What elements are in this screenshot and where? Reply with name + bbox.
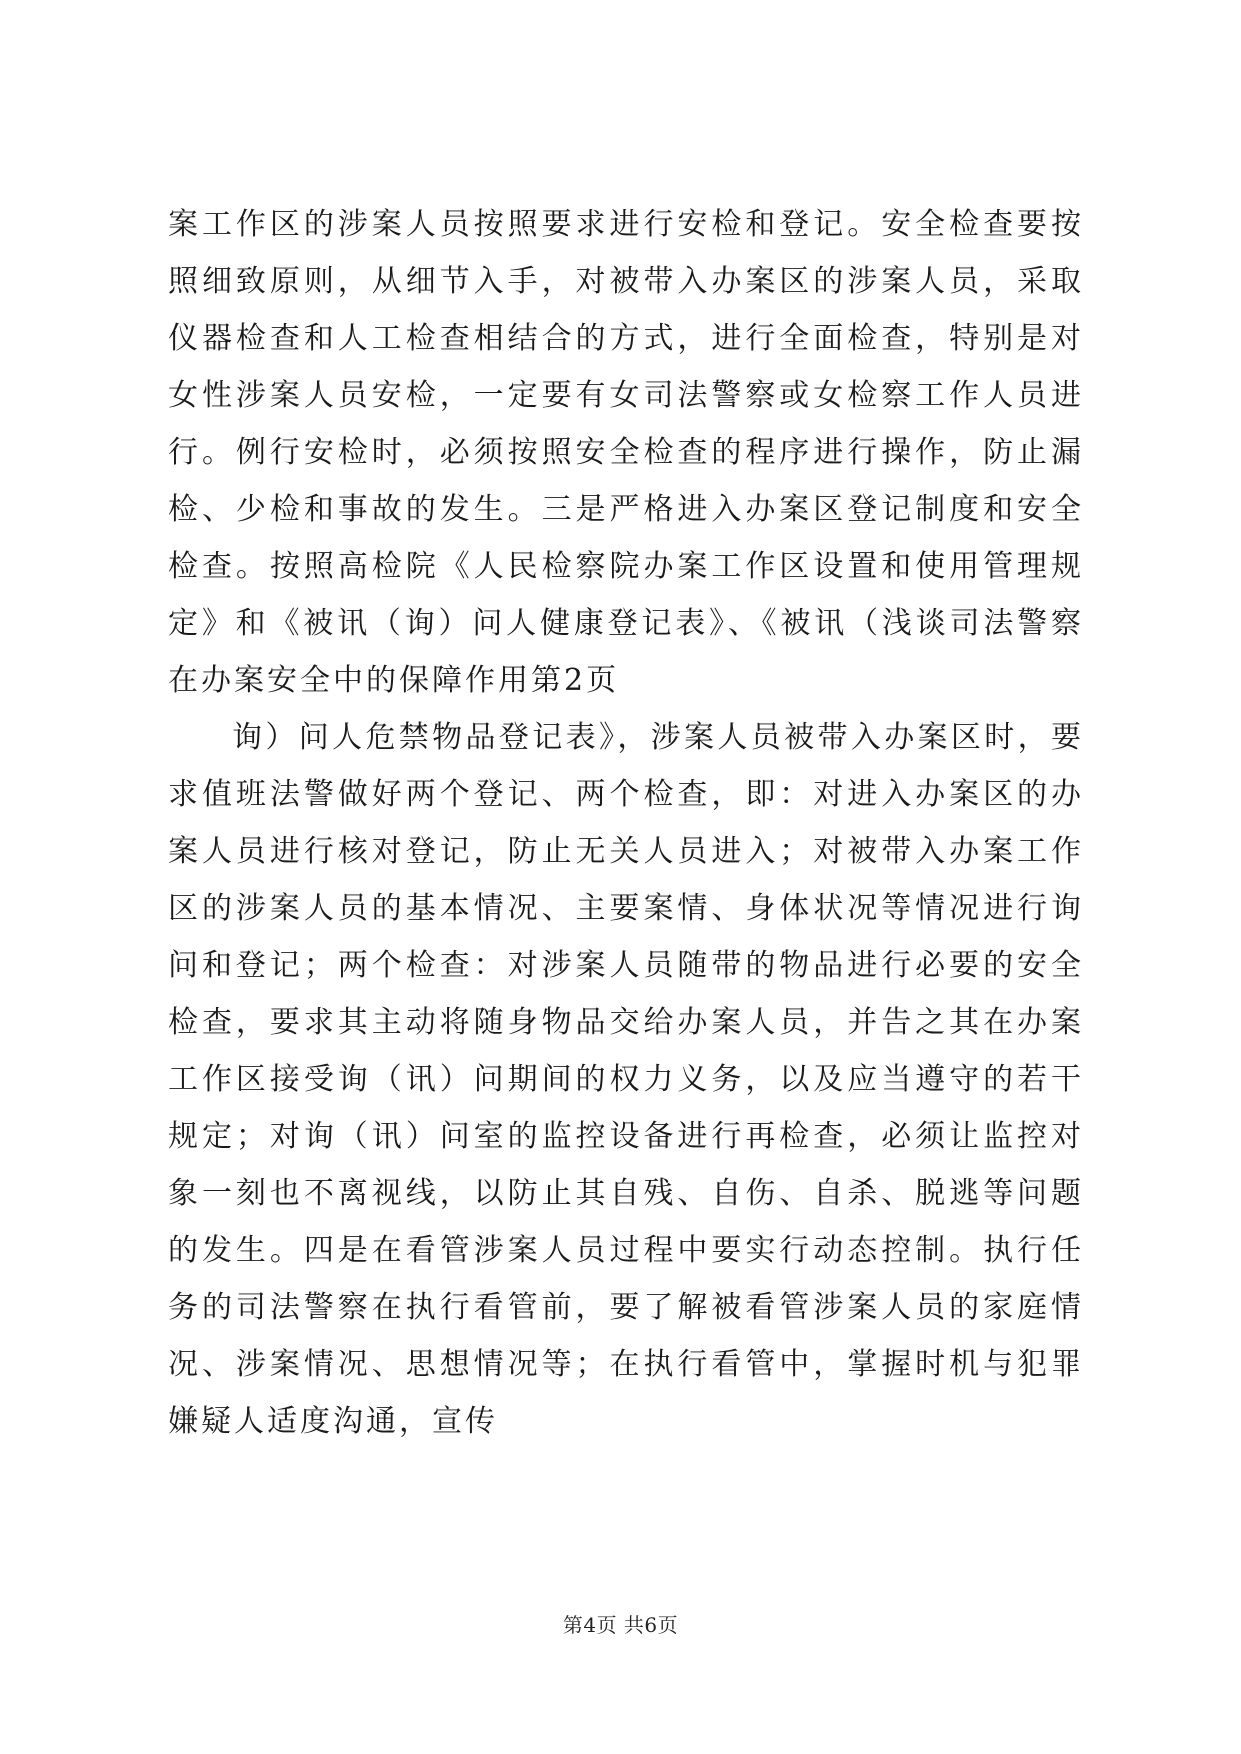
page-footer: 第4页 共6页: [562, 1613, 679, 1637]
paragraph-2: 询）问人危禁物品登记表》，涉案人员被带入办案区时，要求值班法警做好两个登记、两个检查，即：对进入办案区的办案人员进行核对登记，防止无关人员进入；对被带入办案工作区的涉案人员的基本情况、主要案情、身体状况等情况进行询问和登记；两个检查：对涉案人员随带的物品进行必要的安全检查，要求其主动将随身物品交给办案人员，并告之其在办案工作区接受询（讯）问期间的权力义务，以及应当遵守的若干规定；对询（讯）问室的监控设备进行再检查，必须让监控对象一刻也不离视线，以防止其自残、自伤、自杀、脱逃等问题的发生。四是在看管涉案人员过程中要实行动态控制。执行任务的司法警察在执行看管前，要了解被看管涉案人员的家庭情况、涉案情况、思想情况等；在执行看管中，掌握时机与犯罪嫌疑人适度沟通，宣传: [168, 720, 1084, 1439]
document-body: [168, 196, 1084, 1450]
paragraph-1: 案工作区的涉案人员按照要求进行安检和登记。安全检查要按照细致原则，从细节入手，对被带入办案区的涉案人员，采取仪器检查和人工检查相结合的方式，进行全面检查，特别是对女性涉案人员安检，一定要有女司法警察或女检察工作人员进行。例行安检时，必须按照安全检查的程序进行操作，防止漏检、少检和事故的发生。三是严格进入办案区登记制度和安全检查。按照高检院《人民检察院办案工作区设置和使用管理规定》和《被讯（询）问人健康登记表》、《被讯（浅谈司法警察在办案安全中的保障作用第2页: [168, 207, 1084, 698]
